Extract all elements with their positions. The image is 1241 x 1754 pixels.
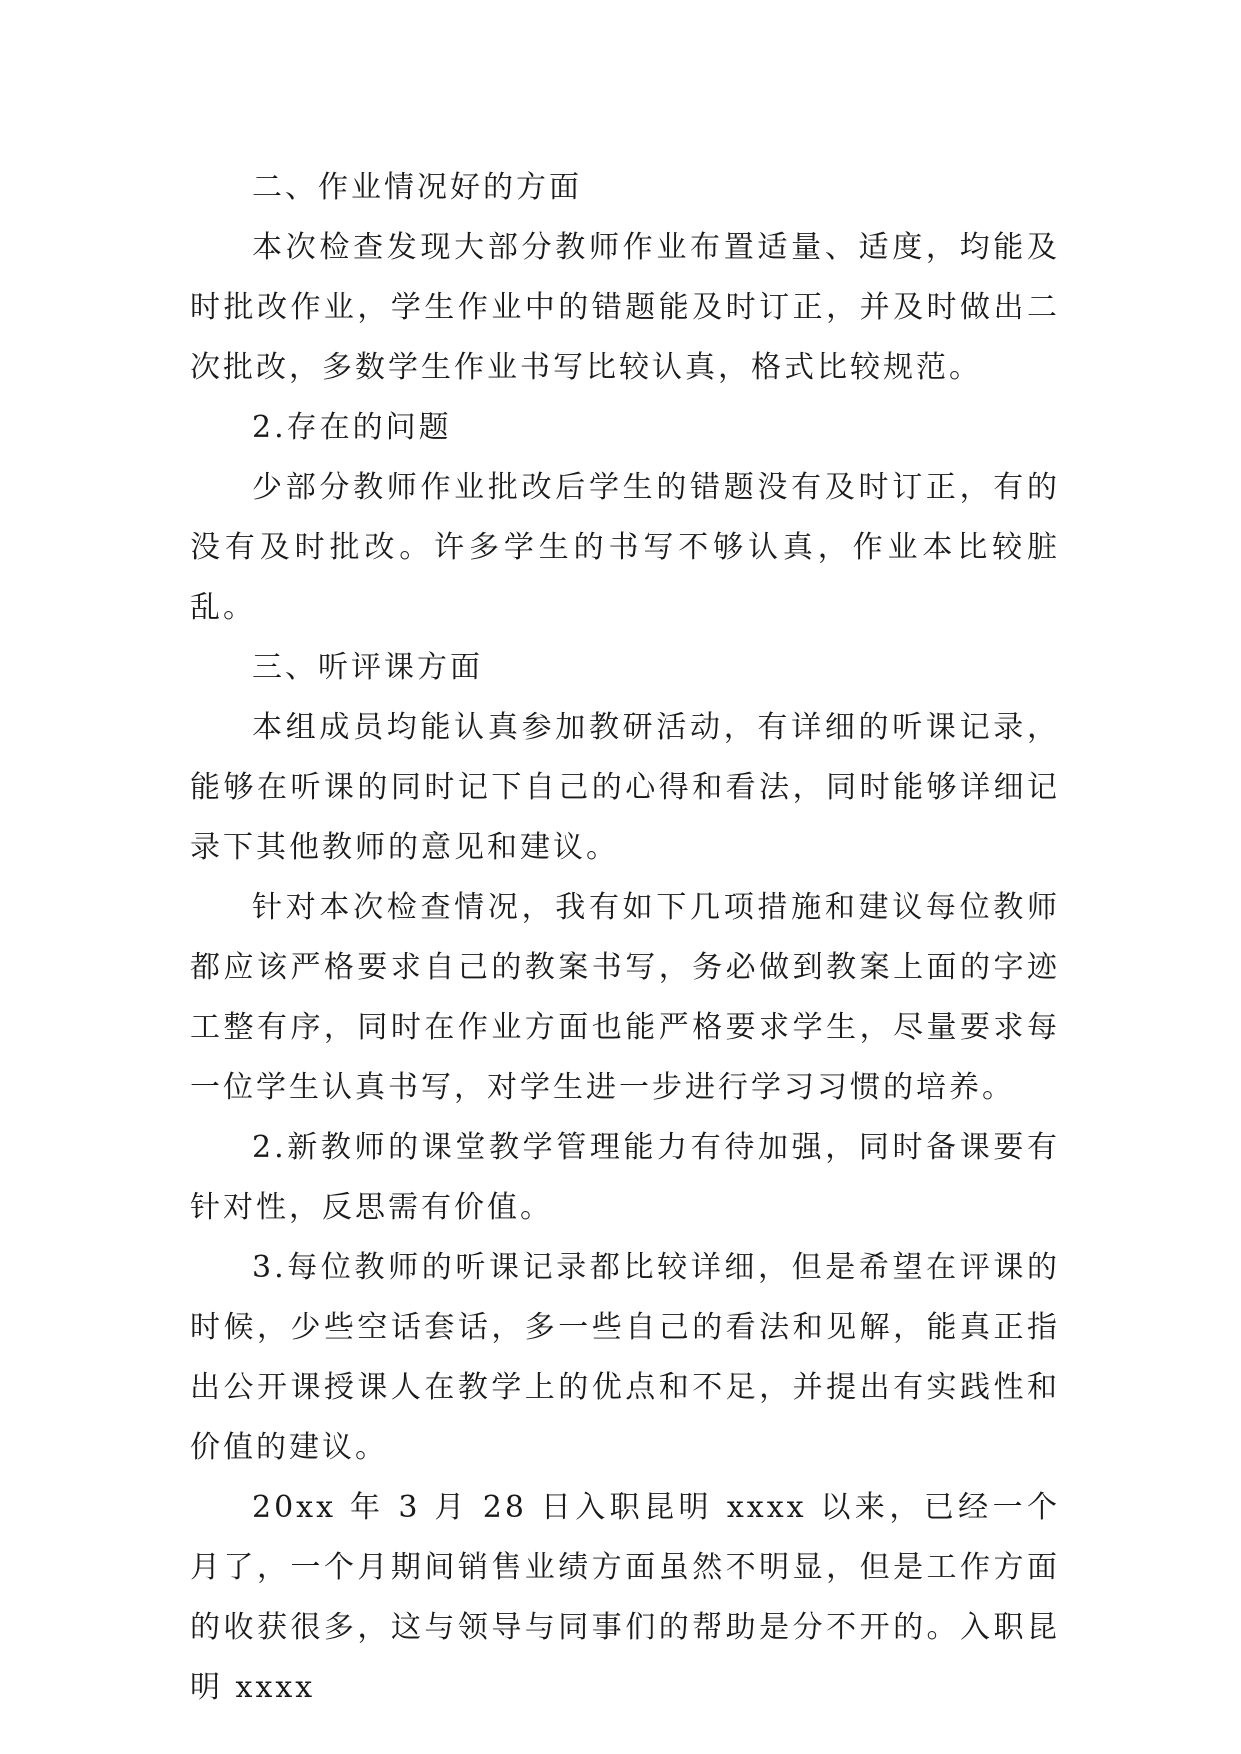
paragraph-lesson-evaluation: 本组成员均能认真参加教研活动，有详细的听课记录，能够在听课的同时记下自己的心得和看法，同时能够详细记录下其他教师的意见和建议。 [190, 710, 1060, 865]
document-body [190, 158, 1060, 1718]
paragraph-existing-problems: 少部分教师作业批改后学生的错题没有及时订正，有的没有及时批改。许多学生的书写不够认真，作业本比较脏乱。 [190, 470, 1060, 625]
paragraph-homework-strengths: 本次检查发现大部分教师作业布置适量、适度，均能及时批改作业，学生作业中的错题能及时订正，并及时做出二次批改，多数学生作业书写比较认真，格式比较规范。 [190, 230, 1060, 385]
paragraph-suggestion-2: 2.新教师的课堂教学管理能力有待加强，同时备课要有针对性，反思需有价值。 [190, 1130, 1060, 1225]
subheading-existing-problems: 2.存在的问题 [252, 410, 452, 445]
section-heading-lesson-evaluation: 三、听评课方面 [252, 650, 483, 685]
paragraph-suggestion-3: 3.每位教师的听课记录都比较详细，但是希望在评课的时候，少些空话套话，多一些自己的看法和见解，能真正指出公开课授课人在教学上的优点和不足，并提出有实践性和价值的建议。 [190, 1250, 1060, 1465]
paragraph-measures-suggestions: 针对本次检查情况，我有如下几项措施和建议每位教师都应该严格要求自己的教案书写，务必做到教案上面的字迹工整有序，同时在作业方面也能严格要求学生，尽量要求每一位学生认真书写，对学生进一步进行学习习惯的培养。 [190, 890, 1060, 1105]
paragraph-onboarding: 20xx 年 3 月 28 日入职昆明 xxxx 以来，已经一个月了，一个月期间销售业绩方面虽然不明显，但是工作方面的收获很多，这与领导与同事们的帮助是分不开的。入职昆明 xxxx [190, 1490, 1060, 1705]
section-heading-homework-strengths: 二、作业情况好的方面 [252, 170, 582, 205]
